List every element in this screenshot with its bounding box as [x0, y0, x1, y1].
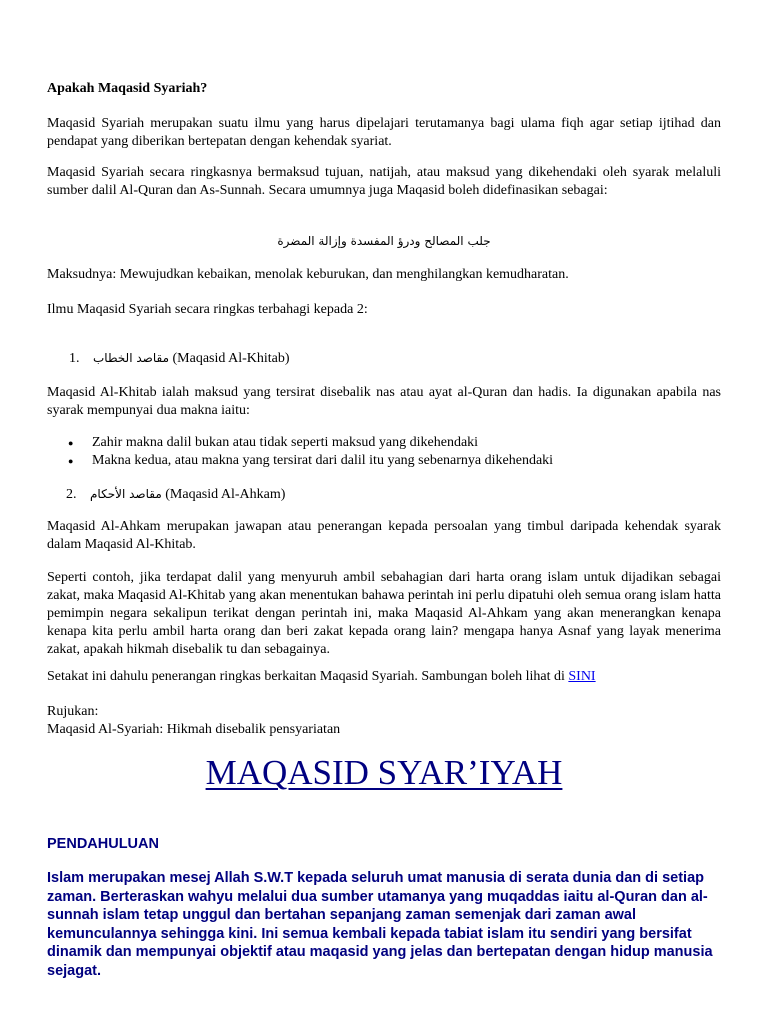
item-arabic-term: مقاصد الخطاب	[93, 351, 169, 365]
paragraph-continuation	[47, 668, 721, 686]
section-heading-pendahuluan: PENDAHULUAN	[47, 836, 159, 852]
item-number: 1.	[69, 351, 80, 366]
paragraph-intro-definition: Maqasid Syariah merupakan suatu ilmu yang harus dipelajari terutamanya bagi ulama fiqh agar setiap ijtihad dan pendapat yang diberikan bertepatan dengan kehendak syariat.	[47, 116, 721, 149]
paragraph-pendahuluan: Islam merupakan mesej Allah S.W.T kepada seluruh umat manusia di serata dunia dan di setiap zaman. Berteraskan wahyu melalui dua sumber utamanya yang muqaddas iaitu al-Quran dan al-sunnah islam tetap unggul dan bertahan sepanjang zaman semenjak dari zaman awal kemunculannya sehingga kini. Ini semua kembali kepada tabiat islam itu sendiri yang bersifat dinamik dan mempunyai objektif atau maqasid yang jelas dan bertepatan dengan hidup manusia sejagat.	[47, 870, 713, 979]
item-latin-term: (Maqasid Al-Ahkam)	[165, 487, 286, 502]
item-number: 2.	[66, 487, 77, 502]
numbered-item-ahkam	[66, 485, 706, 504]
paragraph-division: Ilmu Maqasid Syariah secara ringkas terbahagi kepada 2:	[47, 302, 368, 317]
continuation-text: Setakat ini dahulu penerangan ringkas berkaitan Maqasid Syariah. Sambungan boleh lihat di	[47, 669, 569, 684]
rujukan-label: Rujukan:	[47, 704, 99, 719]
paragraph-example: Seperti contoh, jika terdapat dalil yang menyuruh ambil sebahagian dari harta orang islam untuk dijadikan sebagai zakat, maka Maqasid Al-Khitab yang akan menentukan bahawa perintah ini perlu dipatuhi oleh semua orang islam hatta pemimpin negara sekalipun terikat dengan perintah ini, maka Maqasid Al-Ahkam yang akan menerangkan kenapa kenapa kita perlu ambil harta orang dan beri zakat kepada orang lain? mengapa hanya Asnaf yang layak menerima zakat, apakah hikmah disebalik tu dan sebagainya.	[47, 570, 721, 657]
list-item: ● Makna kedua, atau makna yang tersirat dari dalil itu yang sebenarnya dikehendaki	[68, 452, 708, 470]
paragraph-maqasid-meaning: Maqasid Syariah secara ringkasnya bermaksud tujuan, natijah, atau maksud yang dikehendaki oleh syarak melaluli sumber dalil Al-Quran dan As-Sunnah. Secara umumnya juga Maqasid boleh didefinasikan sebagai:	[47, 165, 721, 198]
rujukan-value: Maqasid Al-Syariah: Hikmah disebalik pensyariatan	[47, 722, 341, 737]
numbered-item-khitab	[69, 349, 709, 368]
arabic-definition: جلب المصالح ودرؤ المفسدة وإزالة المضرة	[277, 234, 491, 248]
item-arabic-term: مقاصد الأحكام	[90, 487, 162, 501]
paragraph-maksudnya: Maksudnya: Mewujudkan kebaikan, menolak keburukan, dan menghilangkan kemudharatan.	[47, 267, 569, 282]
doc-title: Apakah Maqasid Syariah?	[47, 81, 208, 96]
list-item: ● Zahir makna dalil bukan atau tidak seperti maksud yang dikehendaki	[68, 434, 708, 452]
paragraph-ahkam-explanation: Maqasid Al-Ahkam merupakan jawapan atau penerangan kepada persoalan yang timbul daripada kehendak syarak dalam Maqasid Al-Khitab.	[47, 519, 721, 552]
sini-link[interactable]: SINI	[568, 669, 596, 684]
paragraph-khitab-explanation: Maqasid Al-Khitab ialah maksud yang tersirat disebalik nas atau ayat al-Quran dan hadis. Ia digunakan apabila nas syarak mempunyai dua makna iaitu:	[47, 385, 721, 418]
section-big-title	[0, 752, 768, 794]
big-title-text: MAQASID SYAR’IYAH	[205, 753, 563, 792]
bullet-list	[68, 434, 708, 470]
item-latin-term: (Maqasid Al-Khitab)	[172, 351, 290, 366]
